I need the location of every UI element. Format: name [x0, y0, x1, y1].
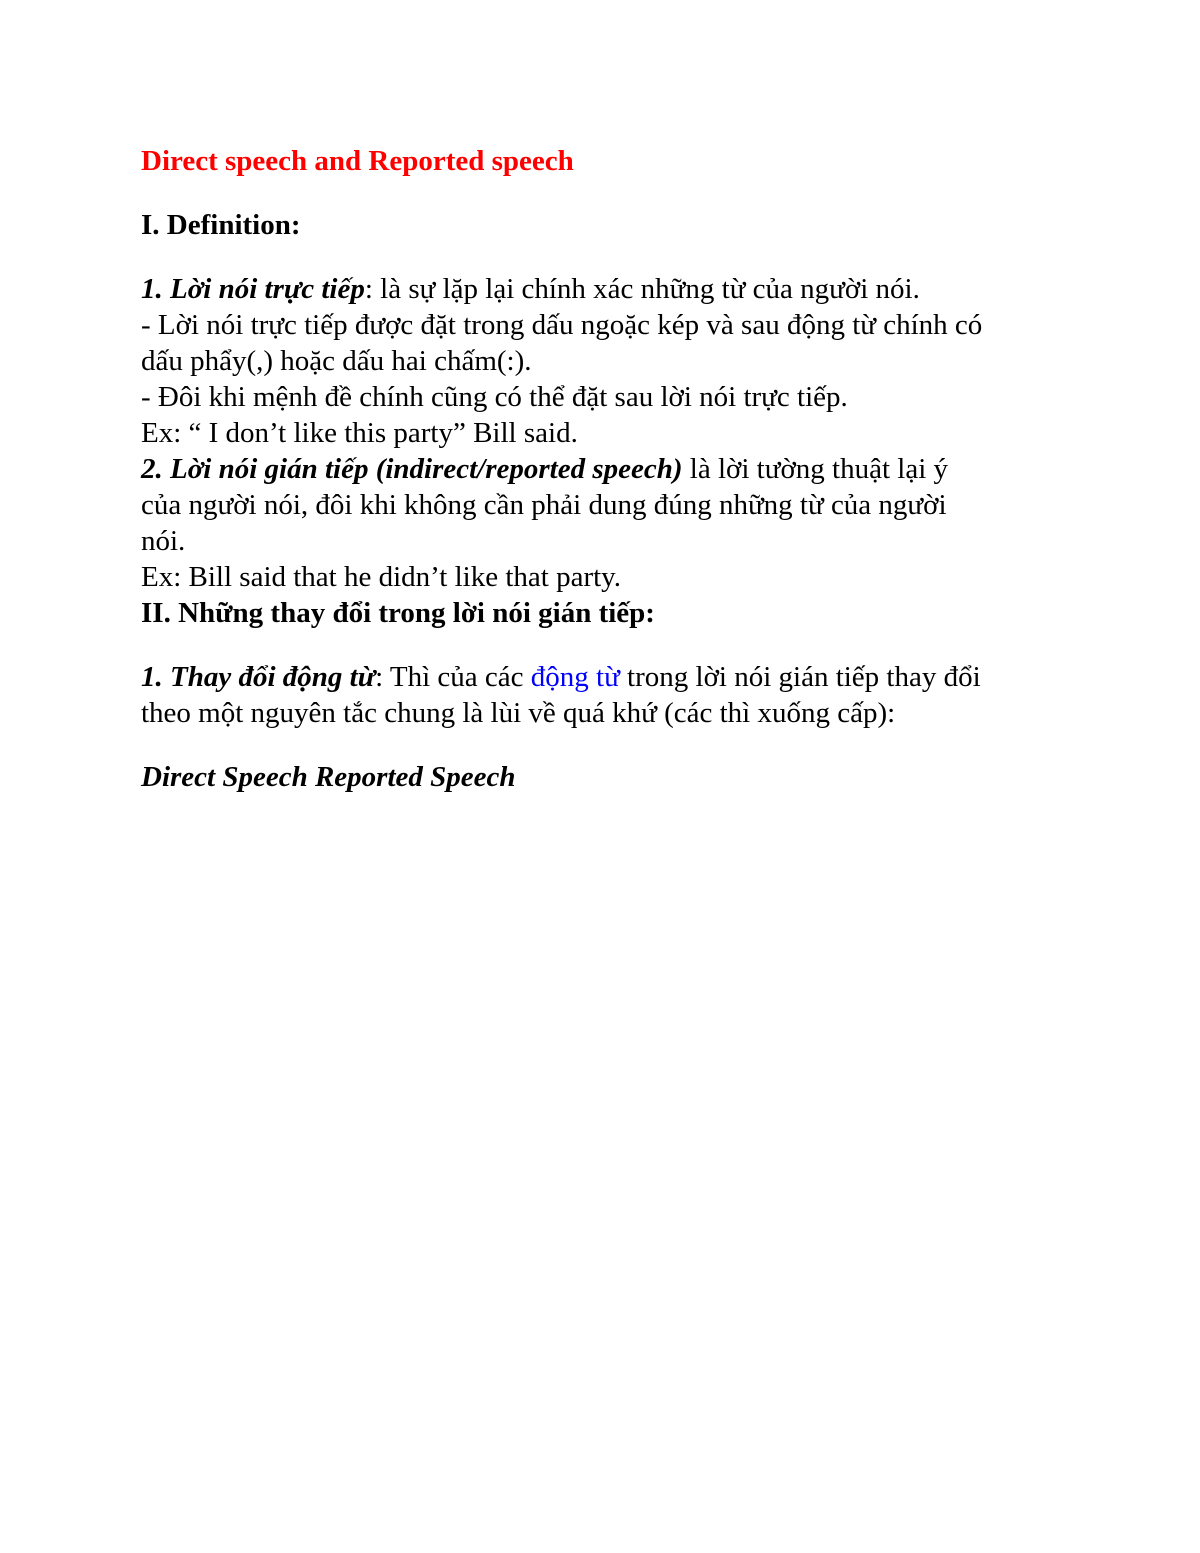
definition-direct-speech — [141, 271, 920, 307]
verb-link[interactable]: động từ — [530, 661, 620, 693]
table-header-speech: Direct Speech Reported Speech — [141, 761, 516, 793]
verb-change-rule-cont: theo một nguyên tắc chung là lùi về quá khứ (các thì xuống cấp): — [141, 697, 896, 729]
document-title: Direct speech and Reported speech — [141, 145, 574, 177]
definition-reported-speech — [141, 451, 948, 487]
bullet-main-clause-position: - Đôi khi mệnh đề chính cũng có thể đặt sau lời nói trực tiếp. — [141, 381, 848, 413]
verb-change-text: : Thì của các — [375, 661, 531, 693]
definition-reported-speech-cont2: nói. — [141, 525, 186, 557]
bullet-direct-speech-quotes: - Lời nói trực tiếp được đặt trong dấu ngoặc kép và sau động từ chính có — [141, 309, 983, 341]
section-heading-changes: II. Những thay đổi trong lời nói gián tiếp: — [141, 597, 655, 629]
term-reported-speech: 2. Lời nói gián tiếp (indirect/reported speech) — [141, 453, 683, 485]
bullet-direct-speech-quotes-cont: dấu phẩy(,) hoặc dấu hai chấm(:). — [141, 345, 532, 377]
verb-change-text-rest: trong lời nói gián tiếp thay đổi — [619, 661, 981, 693]
example-reported-speech: Ex: Bill said that he didn’t like that party. — [141, 561, 622, 593]
verb-change-rule — [141, 659, 981, 695]
definition-reported-speech-cont: của người nói, đôi khi không cần phải dung đúng những từ của người — [141, 489, 947, 521]
term-direct-speech: 1. Lời nói trực tiếp — [141, 273, 365, 305]
term-verb-change: 1. Thay đổi động từ — [141, 661, 376, 693]
example-direct-speech: Ex: “ I don’t like this party” Bill said. — [141, 417, 578, 449]
definition-direct-speech-text: : là sự lặp lại chính xác những từ của người nói. — [364, 273, 920, 305]
section-heading-definition: I. Definition: — [141, 209, 301, 241]
definition-reported-speech-text: là lời tường thuật lại ý — [682, 453, 949, 485]
